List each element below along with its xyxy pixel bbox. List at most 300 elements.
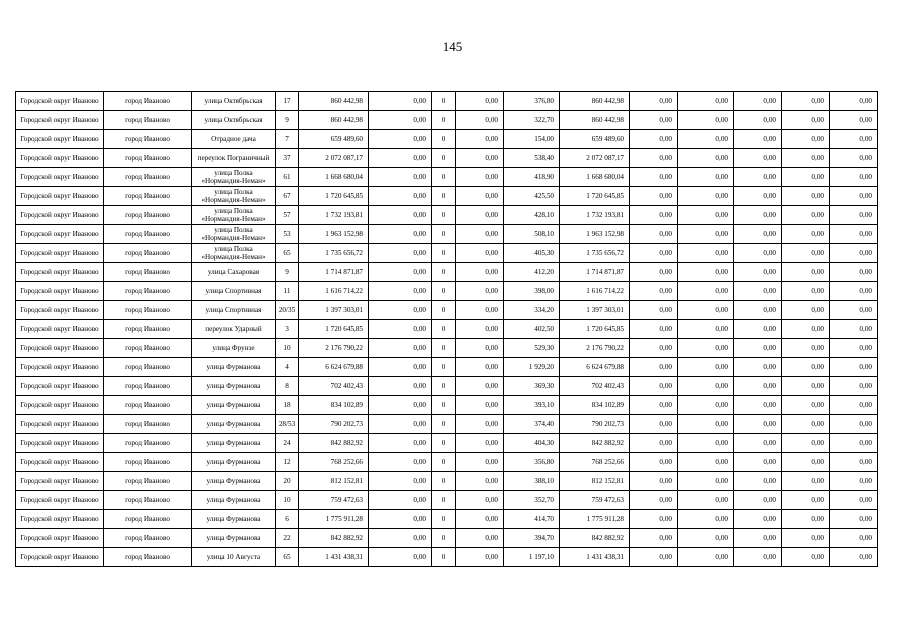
cell-col-12: 0,00: [678, 149, 734, 168]
cell-col-7: 0: [432, 149, 456, 168]
cell-cost-2: 1 397 303,01: [560, 301, 630, 320]
cell-col-11: 0,00: [630, 187, 678, 206]
cell-col-7: 0: [432, 225, 456, 244]
cell-col-12: 0,00: [678, 434, 734, 453]
cell-total-cost: 1 714 871,87: [299, 263, 369, 282]
cell-col-14: 0,00: [782, 415, 830, 434]
cell-col-12: 0,00: [678, 453, 734, 472]
cell-area: 414,70: [504, 510, 560, 529]
cell-col-6: 0,00: [369, 206, 432, 225]
cell-col-12: 0,00: [678, 415, 734, 434]
cell-col-15: 0,00: [830, 130, 878, 149]
cell-total-cost: 842 882,92: [299, 434, 369, 453]
cell-street: улица Сахаровая: [192, 263, 276, 282]
cell-col-8: 0,00: [456, 206, 504, 225]
cell-col-11: 0,00: [630, 472, 678, 491]
cell-area: 508,10: [504, 225, 560, 244]
cell-col-11: 0,00: [630, 510, 678, 529]
cell-col-15: 0,00: [830, 377, 878, 396]
cell-settlement: город Иваново: [104, 453, 192, 472]
cell-street: улица Фурманова: [192, 510, 276, 529]
cell-house-number: 11: [276, 282, 299, 301]
cell-col-8: 0,00: [456, 92, 504, 111]
cell-col-15: 0,00: [830, 187, 878, 206]
cell-settlement: город Иваново: [104, 282, 192, 301]
cell-col-13: 0,00: [734, 168, 782, 187]
cell-col-6: 0,00: [369, 434, 432, 453]
cell-col-6: 0,00: [369, 149, 432, 168]
table-body: [16, 92, 878, 567]
cell-col-6: 0,00: [369, 377, 432, 396]
cell-col-11: 0,00: [630, 206, 678, 225]
cell-col-11: 0,00: [630, 491, 678, 510]
page-number: 145: [442, 39, 463, 54]
cell-col-14: 0,00: [782, 472, 830, 491]
cell-col-14: 0,00: [782, 206, 830, 225]
cell-municipality: Городской округ Иваново: [16, 472, 104, 491]
cell-col-6: 0,00: [369, 92, 432, 111]
cell-col-12: 0,00: [678, 396, 734, 415]
cell-col-11: 0,00: [630, 149, 678, 168]
cell-col-14: 0,00: [782, 491, 830, 510]
cell-area: 322,70: [504, 111, 560, 130]
table-row: [16, 529, 878, 548]
cell-col-11: 0,00: [630, 339, 678, 358]
cell-col-8: 0,00: [456, 529, 504, 548]
cell-house-number: 20: [276, 472, 299, 491]
cell-cost-2: 842 882,92: [560, 434, 630, 453]
cell-cost-2: 6 624 679,88: [560, 358, 630, 377]
cell-area: 356,80: [504, 453, 560, 472]
cell-house-number: 10: [276, 339, 299, 358]
cell-settlement: город Иваново: [104, 130, 192, 149]
cell-col-12: 0,00: [678, 301, 734, 320]
cell-street: улица Полка «Нормандия-Неман»: [192, 244, 276, 263]
cell-col-8: 0,00: [456, 320, 504, 339]
cell-house-number: 12: [276, 453, 299, 472]
cell-col-14: 0,00: [782, 548, 830, 567]
cell-settlement: город Иваново: [104, 244, 192, 263]
cell-street: переулок Ударный: [192, 320, 276, 339]
cell-street: переулок Пограничный: [192, 149, 276, 168]
cell-col-13: 0,00: [734, 510, 782, 529]
cell-settlement: город Иваново: [104, 548, 192, 567]
cell-col-7: 0: [432, 339, 456, 358]
table-row: [16, 92, 878, 111]
cell-col-11: 0,00: [630, 111, 678, 130]
cell-house-number: 53: [276, 225, 299, 244]
cell-col-11: 0,00: [630, 130, 678, 149]
cell-col-14: 0,00: [782, 529, 830, 548]
cell-col-12: 0,00: [678, 92, 734, 111]
cell-area: 418,90: [504, 168, 560, 187]
cell-area: 1 197,10: [504, 548, 560, 567]
cell-col-7: 0: [432, 472, 456, 491]
cell-street: улица Спортивная: [192, 282, 276, 301]
cell-col-13: 0,00: [734, 263, 782, 282]
cell-col-12: 0,00: [678, 187, 734, 206]
cell-cost-2: 1 616 714,22: [560, 282, 630, 301]
cell-col-15: 0,00: [830, 472, 878, 491]
cell-col-12: 0,00: [678, 263, 734, 282]
cell-col-6: 0,00: [369, 339, 432, 358]
cell-col-14: 0,00: [782, 339, 830, 358]
cell-cost-2: 1 720 645,85: [560, 320, 630, 339]
cell-area: 1 929,20: [504, 358, 560, 377]
cell-col-8: 0,00: [456, 510, 504, 529]
cell-col-14: 0,00: [782, 263, 830, 282]
cell-house-number: 18: [276, 396, 299, 415]
cell-col-8: 0,00: [456, 339, 504, 358]
cell-cost-2: 1 668 680,04: [560, 168, 630, 187]
cell-col-13: 0,00: [734, 149, 782, 168]
cell-col-14: 0,00: [782, 282, 830, 301]
table-row: [16, 168, 878, 187]
cell-col-6: 0,00: [369, 320, 432, 339]
cell-col-15: 0,00: [830, 244, 878, 263]
cell-col-13: 0,00: [734, 358, 782, 377]
cell-col-11: 0,00: [630, 396, 678, 415]
cell-col-8: 0,00: [456, 396, 504, 415]
table-row: [16, 225, 878, 244]
cell-col-13: 0,00: [734, 339, 782, 358]
cell-total-cost: 2 072 087,17: [299, 149, 369, 168]
cell-col-13: 0,00: [734, 301, 782, 320]
cell-col-8: 0,00: [456, 168, 504, 187]
cell-street: улица Фурманова: [192, 453, 276, 472]
cell-col-13: 0,00: [734, 130, 782, 149]
cell-house-number: 24: [276, 434, 299, 453]
cell-col-8: 0,00: [456, 377, 504, 396]
cell-col-11: 0,00: [630, 244, 678, 263]
cell-col-7: 0: [432, 92, 456, 111]
cell-cost-2: 1 714 871,87: [560, 263, 630, 282]
cell-col-6: 0,00: [369, 130, 432, 149]
cell-total-cost: 790 202,73: [299, 415, 369, 434]
cell-municipality: Городской округ Иваново: [16, 453, 104, 472]
cell-col-14: 0,00: [782, 320, 830, 339]
cell-col-6: 0,00: [369, 168, 432, 187]
cell-col-13: 0,00: [734, 225, 782, 244]
cell-col-11: 0,00: [630, 453, 678, 472]
table-row: [16, 149, 878, 168]
cell-col-12: 0,00: [678, 225, 734, 244]
cell-col-15: 0,00: [830, 358, 878, 377]
cell-total-cost: 1 735 656,72: [299, 244, 369, 263]
cell-house-number: 10: [276, 491, 299, 510]
cell-col-7: 0: [432, 301, 456, 320]
cell-col-7: 0: [432, 263, 456, 282]
registry-table: [15, 91, 878, 567]
cell-col-13: 0,00: [734, 377, 782, 396]
cell-municipality: Городской округ Иваново: [16, 149, 104, 168]
cell-col-8: 0,00: [456, 491, 504, 510]
cell-col-11: 0,00: [630, 225, 678, 244]
cell-settlement: город Иваново: [104, 358, 192, 377]
cell-settlement: город Иваново: [104, 396, 192, 415]
cell-settlement: город Иваново: [104, 434, 192, 453]
cell-col-14: 0,00: [782, 301, 830, 320]
cell-settlement: город Иваново: [104, 187, 192, 206]
cell-col-13: 0,00: [734, 244, 782, 263]
cell-street: улица Полка «Нормандия-Неман»: [192, 187, 276, 206]
cell-municipality: Городской округ Иваново: [16, 377, 104, 396]
cell-col-13: 0,00: [734, 453, 782, 472]
table-row: [16, 415, 878, 434]
cell-cost-2: 768 252,66: [560, 453, 630, 472]
cell-total-cost: 759 472,63: [299, 491, 369, 510]
cell-municipality: Городской округ Иваново: [16, 491, 104, 510]
cell-col-6: 0,00: [369, 358, 432, 377]
cell-house-number: 17: [276, 92, 299, 111]
cell-house-number: 4: [276, 358, 299, 377]
cell-col-13: 0,00: [734, 472, 782, 491]
cell-house-number: 28/53: [276, 415, 299, 434]
cell-col-8: 0,00: [456, 434, 504, 453]
cell-house-number: 57: [276, 206, 299, 225]
cell-col-15: 0,00: [830, 301, 878, 320]
cell-cost-2: 702 402,43: [560, 377, 630, 396]
cell-area: 398,00: [504, 282, 560, 301]
table-row: [16, 453, 878, 472]
cell-total-cost: 834 102,89: [299, 396, 369, 415]
cell-col-6: 0,00: [369, 282, 432, 301]
cell-col-11: 0,00: [630, 263, 678, 282]
cell-col-6: 0,00: [369, 453, 432, 472]
cell-cost-2: 860 442,98: [560, 92, 630, 111]
cell-settlement: город Иваново: [104, 168, 192, 187]
cell-settlement: город Иваново: [104, 263, 192, 282]
cell-col-12: 0,00: [678, 130, 734, 149]
cell-col-6: 0,00: [369, 491, 432, 510]
cell-col-11: 0,00: [630, 168, 678, 187]
cell-col-12: 0,00: [678, 168, 734, 187]
cell-cost-2: 812 152,81: [560, 472, 630, 491]
cell-col-6: 0,00: [369, 529, 432, 548]
cell-col-13: 0,00: [734, 320, 782, 339]
table-row: [16, 510, 878, 529]
cell-area: 412,20: [504, 263, 560, 282]
cell-col-6: 0,00: [369, 510, 432, 529]
cell-municipality: Городской округ Иваново: [16, 529, 104, 548]
cell-col-14: 0,00: [782, 149, 830, 168]
cell-col-11: 0,00: [630, 282, 678, 301]
cell-total-cost: 812 152,81: [299, 472, 369, 491]
cell-settlement: город Иваново: [104, 415, 192, 434]
cell-col-14: 0,00: [782, 244, 830, 263]
cell-col-6: 0,00: [369, 415, 432, 434]
cell-street: улица Фурманова: [192, 415, 276, 434]
cell-col-8: 0,00: [456, 149, 504, 168]
cell-col-7: 0: [432, 168, 456, 187]
table-row: [16, 282, 878, 301]
table-row: [16, 377, 878, 396]
cell-settlement: город Иваново: [104, 320, 192, 339]
cell-total-cost: 1 668 680,04: [299, 168, 369, 187]
cell-house-number: 67: [276, 187, 299, 206]
table-row: [16, 472, 878, 491]
cell-municipality: Городской округ Иваново: [16, 225, 104, 244]
cell-street: улица Фурманова: [192, 358, 276, 377]
cell-col-13: 0,00: [734, 111, 782, 130]
cell-col-15: 0,00: [830, 282, 878, 301]
cell-col-8: 0,00: [456, 282, 504, 301]
cell-col-15: 0,00: [830, 225, 878, 244]
cell-total-cost: 1 732 193,81: [299, 206, 369, 225]
cell-col-8: 0,00: [456, 244, 504, 263]
cell-col-12: 0,00: [678, 206, 734, 225]
cell-col-12: 0,00: [678, 339, 734, 358]
cell-municipality: Городской округ Иваново: [16, 510, 104, 529]
cell-col-13: 0,00: [734, 187, 782, 206]
table-row: [16, 358, 878, 377]
cell-municipality: Городской округ Иваново: [16, 320, 104, 339]
cell-total-cost: 1 431 438,31: [299, 548, 369, 567]
table-row: [16, 548, 878, 567]
cell-col-7: 0: [432, 282, 456, 301]
cell-col-11: 0,00: [630, 320, 678, 339]
cell-cost-2: 2 176 790,22: [560, 339, 630, 358]
cell-street: улица Спортивная: [192, 301, 276, 320]
cell-col-15: 0,00: [830, 453, 878, 472]
cell-col-15: 0,00: [830, 206, 878, 225]
cell-cost-2: 1 735 656,72: [560, 244, 630, 263]
table-row: [16, 491, 878, 510]
cell-area: 538,40: [504, 149, 560, 168]
cell-col-6: 0,00: [369, 396, 432, 415]
cell-col-13: 0,00: [734, 282, 782, 301]
cell-street: улица 10 Августа: [192, 548, 276, 567]
cell-col-14: 0,00: [782, 358, 830, 377]
cell-settlement: город Иваново: [104, 377, 192, 396]
cell-col-7: 0: [432, 187, 456, 206]
cell-col-7: 0: [432, 510, 456, 529]
cell-col-15: 0,00: [830, 491, 878, 510]
cell-total-cost: 1 775 911,28: [299, 510, 369, 529]
cell-area: 154,00: [504, 130, 560, 149]
cell-house-number: 9: [276, 263, 299, 282]
cell-col-8: 0,00: [456, 225, 504, 244]
cell-house-number: 20/35: [276, 301, 299, 320]
table-row: [16, 263, 878, 282]
cell-house-number: 61: [276, 168, 299, 187]
cell-area: 393,10: [504, 396, 560, 415]
cell-settlement: город Иваново: [104, 225, 192, 244]
cell-area: 374,40: [504, 415, 560, 434]
cell-area: 369,30: [504, 377, 560, 396]
cell-total-cost: 860 442,98: [299, 92, 369, 111]
cell-col-15: 0,00: [830, 339, 878, 358]
cell-total-cost: 1 720 645,85: [299, 187, 369, 206]
cell-street: улица Октябрьская: [192, 92, 276, 111]
cell-municipality: Городской округ Иваново: [16, 548, 104, 567]
cell-col-6: 0,00: [369, 263, 432, 282]
cell-col-15: 0,00: [830, 111, 878, 130]
cell-col-8: 0,00: [456, 415, 504, 434]
table-row: [16, 339, 878, 358]
cell-col-7: 0: [432, 491, 456, 510]
cell-total-cost: 1 616 714,22: [299, 282, 369, 301]
cell-settlement: город Иваново: [104, 206, 192, 225]
cell-house-number: 3: [276, 320, 299, 339]
cell-col-6: 0,00: [369, 472, 432, 491]
cell-col-13: 0,00: [734, 529, 782, 548]
cell-col-13: 0,00: [734, 434, 782, 453]
table-row: [16, 206, 878, 225]
cell-total-cost: 659 489,60: [299, 130, 369, 149]
cell-settlement: город Иваново: [104, 491, 192, 510]
cell-col-7: 0: [432, 548, 456, 567]
cell-col-12: 0,00: [678, 548, 734, 567]
cell-col-6: 0,00: [369, 301, 432, 320]
cell-house-number: 37: [276, 149, 299, 168]
cell-total-cost: 842 882,92: [299, 529, 369, 548]
cell-col-13: 0,00: [734, 415, 782, 434]
cell-street: улица Полка «Нормандия-Неман»: [192, 206, 276, 225]
cell-col-12: 0,00: [678, 529, 734, 548]
cell-municipality: Городской округ Иваново: [16, 339, 104, 358]
cell-municipality: Городской округ Иваново: [16, 263, 104, 282]
cell-municipality: Городской округ Иваново: [16, 168, 104, 187]
cell-col-14: 0,00: [782, 92, 830, 111]
cell-house-number: 22: [276, 529, 299, 548]
cell-cost-2: 759 472,63: [560, 491, 630, 510]
cell-area: 425,50: [504, 187, 560, 206]
cell-municipality: Городской округ Иваново: [16, 396, 104, 415]
cell-street: улица Фурманова: [192, 472, 276, 491]
cell-municipality: Городской округ Иваново: [16, 301, 104, 320]
cell-col-8: 0,00: [456, 358, 504, 377]
cell-col-11: 0,00: [630, 415, 678, 434]
cell-col-7: 0: [432, 111, 456, 130]
cell-street: улица Фурманова: [192, 529, 276, 548]
cell-area: 529,30: [504, 339, 560, 358]
cell-col-8: 0,00: [456, 301, 504, 320]
cell-street: улица Полка «Нормандия-Неман»: [192, 168, 276, 187]
table-row: [16, 187, 878, 206]
cell-col-14: 0,00: [782, 377, 830, 396]
cell-settlement: город Иваново: [104, 301, 192, 320]
cell-col-14: 0,00: [782, 453, 830, 472]
cell-col-6: 0,00: [369, 548, 432, 567]
cell-col-13: 0,00: [734, 491, 782, 510]
cell-col-6: 0,00: [369, 187, 432, 206]
cell-col-12: 0,00: [678, 358, 734, 377]
cell-col-7: 0: [432, 415, 456, 434]
cell-settlement: город Иваново: [104, 339, 192, 358]
cell-municipality: Городской округ Иваново: [16, 206, 104, 225]
cell-area: 376,80: [504, 92, 560, 111]
cell-col-7: 0: [432, 377, 456, 396]
cell-area: 394,70: [504, 529, 560, 548]
cell-col-14: 0,00: [782, 225, 830, 244]
cell-col-14: 0,00: [782, 111, 830, 130]
cell-col-8: 0,00: [456, 130, 504, 149]
cell-col-8: 0,00: [456, 187, 504, 206]
cell-house-number: 65: [276, 548, 299, 567]
cell-col-7: 0: [432, 358, 456, 377]
cell-col-13: 0,00: [734, 396, 782, 415]
cell-house-number: 7: [276, 130, 299, 149]
cell-col-8: 0,00: [456, 263, 504, 282]
cell-area: 388,10: [504, 472, 560, 491]
cell-municipality: Городской округ Иваново: [16, 92, 104, 111]
cell-col-7: 0: [432, 453, 456, 472]
cell-municipality: Городской округ Иваново: [16, 358, 104, 377]
cell-municipality: Городской округ Иваново: [16, 415, 104, 434]
cell-area: 352,70: [504, 491, 560, 510]
cell-col-15: 0,00: [830, 396, 878, 415]
